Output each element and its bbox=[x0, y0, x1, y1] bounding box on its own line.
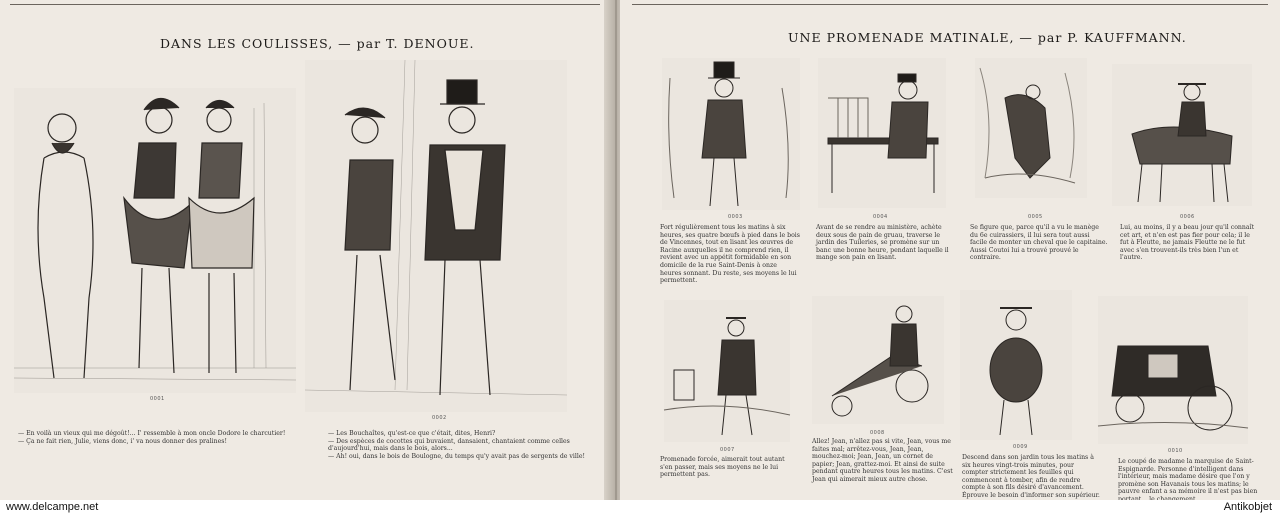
plate-caption: Avant de se rendre au ministère, achète deux sous de pain de gruau, traverse le jardin des Tuileries, se promène sur un banc une bonne heure, pendant laquelle il mange son pain en lisant. bbox=[816, 224, 949, 262]
engraving-panel bbox=[1098, 296, 1248, 444]
man-pushing-cart-drawing bbox=[812, 296, 944, 424]
man-on-bench-drawing bbox=[818, 58, 946, 208]
caption-line: — Ah! oui, dans le bois de Boulogne, du temps qu'y avait pas de sergents de ville! bbox=[328, 452, 585, 460]
plate-number: 0005 bbox=[1028, 214, 1043, 220]
engraving-panel bbox=[664, 300, 790, 442]
plate-number: 0008 bbox=[870, 430, 885, 436]
engraving-plate-coulisses-1 bbox=[14, 88, 296, 393]
plate-number: 0006 bbox=[1180, 214, 1195, 220]
caption-line: — Ça ne fait rien, Julie, viens donc, i' va nous donner des pralines! bbox=[18, 437, 227, 445]
watermark-bar bbox=[0, 500, 1280, 515]
engraving-drawing bbox=[14, 88, 296, 393]
engraving-plate-coulisses-2 bbox=[305, 60, 567, 412]
fallen-rider-drawing bbox=[975, 58, 1087, 198]
left-page bbox=[0, 0, 612, 500]
plate-caption bbox=[328, 430, 593, 460]
carriage-drawing bbox=[1098, 296, 1248, 444]
portly-man-drawing bbox=[960, 290, 1072, 440]
plate-number: 0002 bbox=[432, 415, 447, 421]
plate-number: 0004 bbox=[873, 214, 888, 220]
left-page-title: DANS LES COULISSES, — par T. DENOUE. bbox=[160, 36, 475, 51]
plate-caption: Promenade forcée, aimerait tout autant s'en passer, mais ses moyens ne le lui permettent pas. bbox=[660, 456, 785, 479]
plate-caption: Descend dans son jardin tous les matins à six heures vingt-trois minutes, pour compter strictement les feuilles qui commencent à tomber, afin de rendre compte à son fils désiré d'avancement. Éprouve le besoin d'informer son supérieur. bbox=[962, 454, 1100, 499]
caption-line: — Des espèces de cocottes qui buvaient, dansaient, chantaient comme celles d'aujourd'hui, mais dans le bois, alors... bbox=[328, 437, 570, 453]
right-page bbox=[620, 0, 1280, 500]
engraving-panel bbox=[812, 296, 944, 424]
plate-caption: Le coupé de madame la marquise de Saint-Espignarde. Personne d'intelligent dans l'intérieur, mais madame désire que l'on y promène son Havanais tous les matins; le pauvre enfant a sa mémoire il n'est pas bien bbox=[1118, 458, 1258, 496]
caption-line: — Les Bouchaîtes, qu'est-ce que c'était, dites, Henri? bbox=[328, 430, 496, 437]
man-reading-drawing bbox=[662, 58, 800, 210]
plate-number: 0009 bbox=[1013, 444, 1028, 450]
top-rule bbox=[10, 4, 600, 5]
seller-watermark: Antikobjet bbox=[1223, 501, 1272, 513]
engraving-panel bbox=[960, 290, 1072, 440]
plate-caption bbox=[18, 430, 303, 445]
plate-number: 0001 bbox=[150, 396, 165, 402]
engraving-panel bbox=[662, 58, 800, 210]
plate-number: 0003 bbox=[728, 214, 743, 220]
engraving-panel bbox=[975, 58, 1087, 198]
plate-number: 0010 bbox=[1168, 448, 1183, 454]
plate-caption: Fort régulièrement tous les matins à six heures, ses quatre bœufs à pied dans le bois de Vincennes, tout en lisant les œuvres de Racine auxquelles il ne comprend rien, il revient avec un appétit formidable en son domicile de la rue Saint-Denis à onze heures sonnant. Du reste, ses moyens le lui permettent. bbox=[660, 224, 800, 285]
engraving-panel bbox=[1112, 64, 1252, 206]
right-page-title: UNE PROMENADE MATINALE, — par P. KAUFFMANN. bbox=[788, 30, 1187, 45]
engraving-panel bbox=[818, 58, 946, 208]
plate-caption: Lui, au moins, il y a beau jour qu'il connaît cet art, et n'en est pas fier pour cela; il le fut à Fleutte, ne jamais Fleutte ne le fut avec s'en trouvent-ils très bien l'un et l'autre. bbox=[1120, 224, 1255, 262]
source-watermark: www.delcampe.net bbox=[6, 501, 99, 513]
caption-line: — En voilà un vieux qui me dégoût!... I' ressemble à mon oncle Dodore le charcutier! bbox=[18, 430, 286, 437]
rider-on-horse-drawing bbox=[1112, 64, 1252, 206]
engraving-drawing bbox=[305, 60, 567, 412]
plate-number: 0007 bbox=[720, 447, 735, 453]
man-with-milestone-drawing bbox=[664, 300, 790, 442]
plate-caption: Allez! Jean, n'allez pas si vite, Jean, vous me faites mal; arrêtez-vous, Jean, Jean, mouchez-moi; Jean, Jean, un cornet de papier; Jean, grattez-moi. Et ainsi de suite pendant quatre heures tous les matins. C'est Jean qui aimerait mieux autre chose. bbox=[812, 438, 953, 483]
plate-caption: Se figure que, parce qu'il a vu le manège du 6e cuirassiers, il lui sera tout aussi facile de monter un cheval que le capitaine. Aussi Coutoi lui a trouvé prouvé le contraire. bbox=[970, 224, 1108, 262]
top-rule bbox=[632, 4, 1268, 5]
